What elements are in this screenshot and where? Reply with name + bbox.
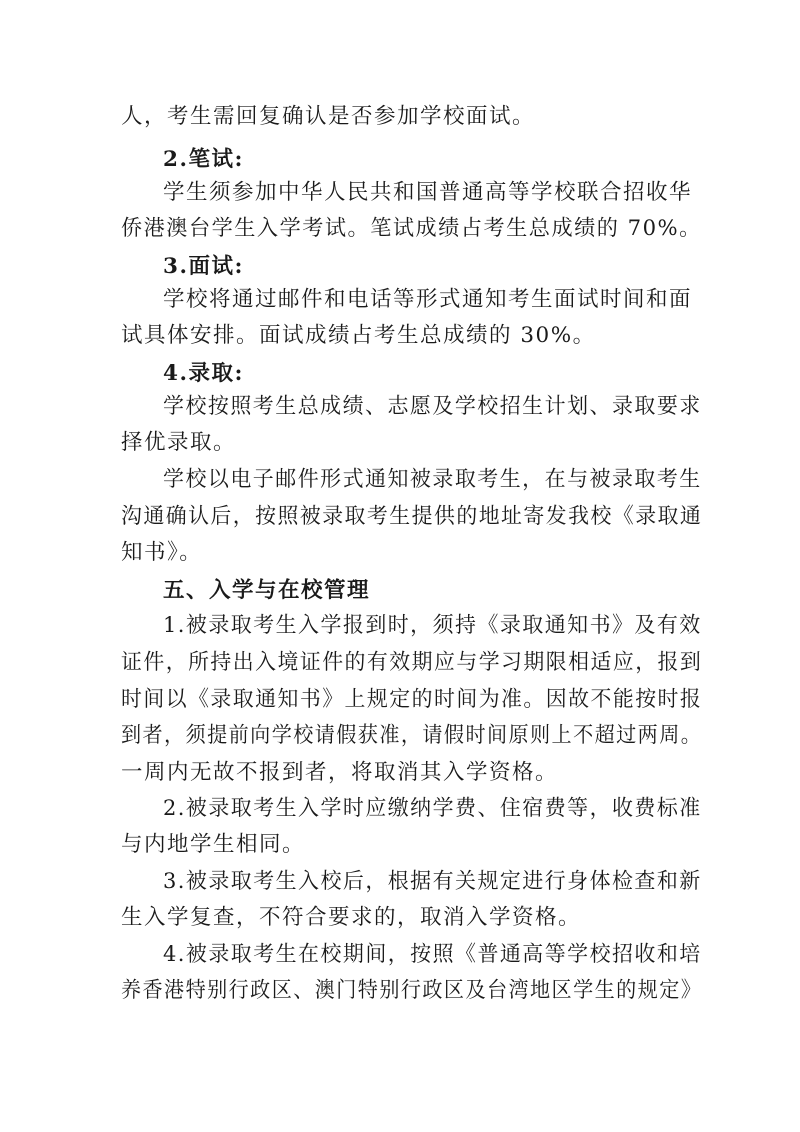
paragraph-line: 学校将通过邮件和电话等形式通知考生面试时间和面 [163, 287, 693, 312]
paragraph-line: 到者，须提前向学校请假获准，请假时间原则上不超过两周。 [121, 723, 703, 748]
section-heading-interview: 3.面试: [163, 254, 244, 279]
paragraph-line: 生入学复查，不符合要求的，取消入学资格。 [121, 905, 582, 930]
paragraph-line: 学校以电子邮件形式通知被录取考生，在与被录取考生 [163, 467, 702, 492]
paragraph-line: 择优录取。 [121, 430, 237, 455]
paragraph-line: 3.被录取考生入校后，根据有关规定进行身体检查和新 [163, 869, 702, 894]
paragraph-line: 证件，所持出入境证件的有效期应与学习期限相适应，报到 [121, 650, 703, 675]
paragraph-line: 4.被录取考生在校期间，按照《普通高等学校招收和培 [163, 942, 702, 967]
paragraph-line: 人，考生需回复确认是否参加学校面试。 [121, 104, 536, 129]
paragraph-line: 一周内无故不报到者，将取消其入学资格。 [121, 760, 559, 785]
paragraph-line: 时间以《录取通知书》上规定的时间为准。因故不能按时报 [121, 687, 703, 712]
section-heading-enrollment: 五、入学与在校管理 [163, 578, 371, 603]
paragraph-line: 2.被录取考生入学时应缴纳学费、住宿费等，收费标准 [163, 796, 702, 821]
paragraph-line: 1.被录取考生入学报到时，须持《录取通知书》及有效 [163, 613, 702, 638]
section-heading-admission: 4.录取: [163, 361, 244, 386]
paragraph-line: 沟通确认后，按照被录取考生提供的地址寄发我校《录取通 [121, 504, 703, 529]
paragraph-line: 试具体安排。面试成绩占考生总成绩的 30%。 [121, 323, 596, 348]
paragraph-line: 学校按照考生总成绩、志愿及学校招生计划、录取要求 [163, 394, 702, 419]
paragraph-line: 学生须参加中华人民共和国普通高等学校联合招收华 [163, 180, 693, 205]
paragraph-line: 与内地学生相同。 [121, 832, 306, 857]
paragraph-line: 养香港特别行政区、澳门特别行政区及台湾地区学生的规定》 [121, 978, 703, 1003]
paragraph-line: 知书》。 [121, 540, 203, 565]
paragraph-line: 侨港澳台学生入学考试。笔试成绩占考生总成绩的 70%。 [121, 216, 702, 241]
section-heading-written-exam: 2.笔试: [163, 147, 244, 172]
